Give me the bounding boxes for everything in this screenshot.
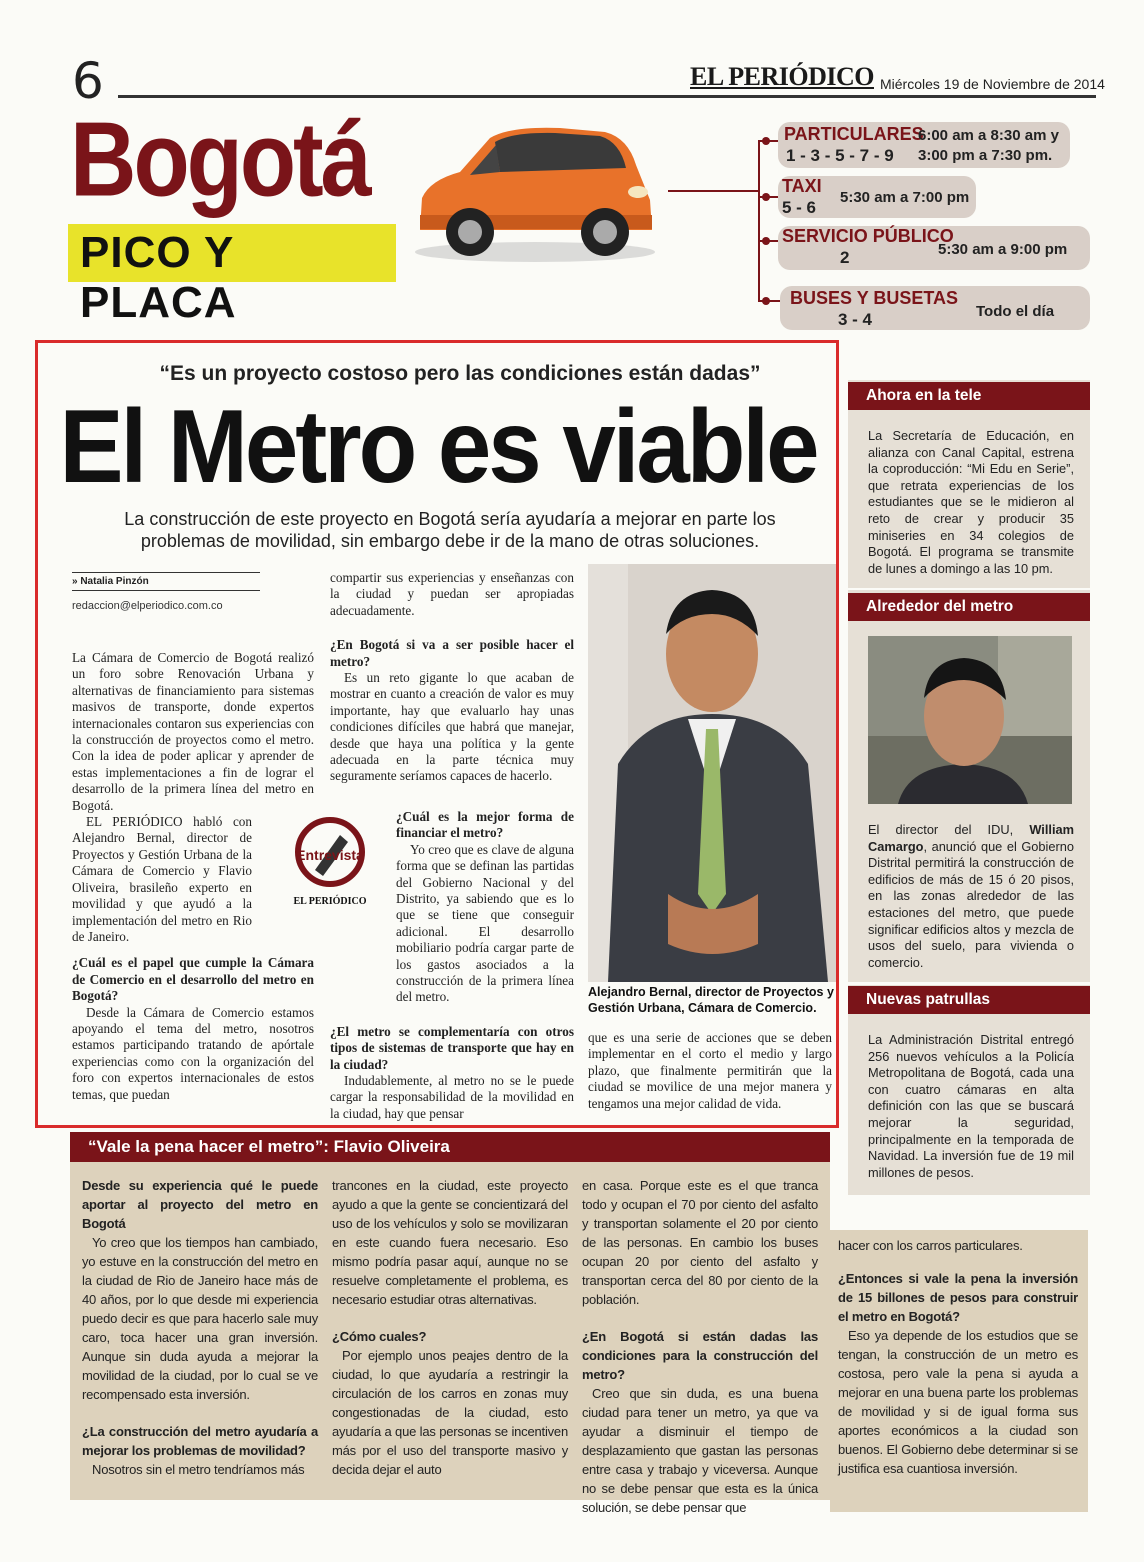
photo-caption: Alejandro Bernal, director de Proyectos y Gestión Urbana, Cámara de Comercio. [588,985,834,1015]
pico-placa-category: SERVICIO PÚBLICO [782,226,954,246]
sidebar-heading-metro: Alrededor del metro [848,593,1090,621]
paragraph: en casa. Porque este es el que tranca todo y ocupan el 70 por ciento del asfalto y transportan solamente el 20 por ciento de las personas. En cambio los buses ocupan 20 por ciento del asfalto y transportan cerca del 80 por ciento de la población. [582,1178,818,1307]
article-headline: El Metro es viable [59,389,817,505]
issue-date: Miércoles 19 de Noviembre de 2014 [880,76,1105,92]
article-deck: La construcción de este proyecto en Bogotá sería ayudaría a mejorar en parte los problemas de movilidad, sin embargo debe ir de la mano de otras soluciones. [124,509,776,551]
portrait-illustration [588,564,836,982]
pico-placa-category: TAXI [782,176,822,196]
page-number: 6 [72,52,104,110]
paragraph: hacer con los carros particulares. [838,1238,1023,1253]
pico-placa-hours: 5:30 am a 9:00 pm [938,241,1068,258]
sidebar-text-name: William Camargo [868,822,1074,854]
bottom-column-2 [332,1176,568,1479]
pico-placa-hours: Todo el día [976,303,1055,320]
pico-placa-digits: 5 - 6 [782,198,817,217]
paragraph: trancones en la ciudad, este proyecto ayudo a que la gente se concientizará del uso de los vehículos y solo se movilizaran en este cuando fuera necesario. Eso mismo podría pasar aquí, aunque no se resuelve completamente el problema, es necesario estudiar otras alternativas. [332,1178,568,1307]
portrait-william-camargo [868,636,1072,804]
paragraph: Yo creo que es clave de alguna forma que se definan las partidas del Gobierno Nacional y del Distrito, ya sabiendo que es lo que se tiene que conseguir adicional. El desarrollo mobiliario podría cargar parte de los gastos asociados a la construcción de la primera línea del metro. [396,841,574,1005]
paragraph: que es una serie de acciones que se deben implementar en el corto el medio y largo plazo, que finalmente permitirán que la ciudad se movilice de una mejor manera y tengamos una mejor calidad de vida. [588,1030,832,1111]
interview-question: ¿En Bogotá si va a ser posible hacer el metro? [330,637,574,669]
logo-word: Entrevista [296,847,364,863]
logo-brand: EL PERIÓDICO [293,896,367,907]
interview-question: ¿Cuál es el papel que cumple la Cámara de Comercio en el desarrollo del metro en Bogotá? [72,955,314,1004]
sidebar-heading-tele: Ahora en la tele [848,382,1090,410]
paragraph: Es un reto gigante lo que acaban de mostrar en cuanto a creación de valor es muy importante, hay que evaluarlo hay unas condiciones difíciles que habrá que manejar, desde que haya una política y la gente adecuada en la parte técnica muy seguramente seríamos capaces de hacerlo. [330,670,574,784]
connector-dot [762,297,770,305]
bottom-column-1 [82,1176,318,1479]
sidebar-text-part: , anunció que el Gobierno Distrital permitirá la construcción de edificios de más de 15 ó 20 pisos, en las zonas alrededor de las estaciones del metro, que puede significar edificios altos y mezcla de usos del suelo, para vivienda o comercio. [868,838,1074,970]
interview-question: ¿El metro se complementaría con otros tipos de sistemas de transporte que hay en la ciudad? [330,1023,574,1072]
portrait-alejandro-bernal [588,564,836,982]
pico-placa-category: PARTICULARES [784,124,924,144]
sidebar-text-patrullas: La Administración Distrital entregó 256 nuevos vehículos a la Policía Metropolitana de Bogotá, cada una con cuatro cámaras en alta definición con las que se buscará mejorar la seguridad, principalmente en la temporada de Navidad. La inversión fue de 19 mil millones de pesos. [868,1032,1074,1180]
paragraph: EL PERIÓDICO habló con Alejandro Bernal, director de Proyectos y Gestión Urbana de la Cámara de Comercio y Flavio Oliveira, brasileño experto en movilidad y que ayudó a la implementación del metro en Rio de Janeiro. [72,814,252,944]
sidebar-text-part: El director del IDU, [868,822,1030,837]
connector-dot [762,137,770,145]
connector-line [758,140,760,302]
bottom-interview-title: “Vale la pena hacer el metro”: Flavio Oliveira [70,1132,830,1162]
connector-dot [762,193,770,201]
author-email: redaccion@elperiodico.com.co [72,600,223,612]
paragraph: Nosotros sin el metro tendríamos más [92,1462,305,1477]
interview-question: Desde su experiencia qué le puede aportar al proyecto del metro en Bogotá [82,1178,318,1231]
interview-question: ¿La construcción del metro ayudaría a mejorar los problemas de movilidad? [82,1424,318,1458]
paragraph: compartir sus experiencias y enseñanzas con la ciudad y puedan ser apropiadas adecuadamente. [330,570,574,618]
pico-placa-banner [68,224,396,327]
paragraph: Eso ya depende de los estudios que se tengan, la construcción de un metro es costosa, pero vale la pena si ayuda a mejorar en una buena parte los problemas de movilidad y si de igual forma sus aportes económicos a la ciudad son buenos. El Gobierno debe determinar si se justifica esa cuantiosa inversión. [838,1328,1078,1476]
interview-question: ¿Cómo cuales? [332,1329,427,1344]
pico-placa-category: BUSES Y BUSETAS [790,288,959,308]
interview-question: ¿Entonces si vale la pena la inversión de 15 billones de pesos para construir el metro en Bogotá? [838,1271,1078,1324]
bottom-column-4 [838,1236,1078,1478]
paragraph: Por ejemplo unos peajes dentro de la ciudad, lo que ayudaría a restringir la circulación de los carros en zonas muy congestionadas de la ciudad, esto ayudaría a que las personas se incentiven más por el uso del transporte masivo y decida dejar el auto [332,1348,568,1477]
pico-placa-hours: 6:00 am a 8:30 am y 3:00 pm a 7:30 pm. [918,127,1059,164]
interview-question: ¿En Bogotá si están dadas las condiciones para la construcción del metro? [582,1329,818,1382]
sidebar-text-metro [868,822,1074,971]
section-title: Bogotá [70,101,369,219]
article-column-2 [330,570,574,1122]
connector-line [668,190,758,192]
paragraph: Desde la Cámara de Comercio estamos apoyando el tema del metro, nosotros estamos participando tratando de apórtale experiencias como con la organización del foro con expertos internacionales de estos temas, que puedan [72,1004,314,1102]
connector-dot [762,237,770,245]
paragraph: Indudablemente, al metro no se le puede cargar la responsabilidad de la movilidad en la ciudad, hay que pensar [330,1072,574,1121]
pico-placa-title: PICO Y PLACA [80,228,237,327]
pico-placa-buses [780,286,1090,330]
car-illustration [400,120,670,270]
byline: » Natalia Pinzón [72,572,260,591]
pico-placa-digits: 3 - 4 [838,310,873,329]
portrait-illustration [868,636,1072,804]
pico-placa-servicio-publico [778,226,1090,270]
pico-placa-hours: 5:30 am a 7:00 pm [840,189,970,206]
masthead: EL PERIÓDICO [690,62,874,91]
sidebar-text-tele: La Secretaría de Educación, en alianza con Canal Capital, estrena la coproducción: “Mi Edu en Serie”, que retrata experiencias de los estudiantes que se le midieron al reto de crear y producir 35 miniseries en 34 colegios de Bogotá. El programa se transmite de lunes a domingo a las 10 pm. [868,428,1074,576]
pico-placa-digits: 1 - 3 - 5 - 7 - 9 [786,146,894,165]
sidebar-heading-patrullas: Nuevas patrullas [848,986,1090,1014]
article-column-1 [72,650,314,1103]
header-rule [118,95,1096,98]
article-column-3 [588,1030,832,1112]
pico-placa-particulares [778,122,1070,168]
pico-placa-taxi [778,176,976,218]
paragraph: Creo que sin duda, es una buena ciudad para tener un metro, ya que va ayudar a disminuir el tiempo de desplazamiento que gastan las personas entre casa y trabajo y viceversa. Aunque no se debe pensar que esta es la única solución, se debe pensar que [582,1386,818,1515]
interview-question: ¿Cuál es la mejor forma de financiar el metro? [396,808,574,841]
bottom-column-3 [582,1176,818,1517]
paragraph: Yo creo que los tiempos han cambiado, yo estuve en la construcción del metro en la ciudad de Rio de Janeiro hace más de 40 años, por lo que desde mi experiencia puedo decir es que para hacerlo sale muy caro, toca hacer una gran inversión. Aunque sin duda ayuda a mejorar la movilidad de la ciudad, por lo cual se ve recompensado esta inversión. [82,1235,318,1402]
article-kicker: “Es un proyecto costoso pero las condiciones están dadas” [159,362,761,385]
pico-placa-digits: 2 [840,248,850,267]
paragraph: La Cámara de Comercio de Bogotá realizó un foro sobre Renovación Urbana y alternativas de financiamiento para sistemas masivos de transporte, donde expertos internacionales contaron sus experiencias con la construcción de proyectos como el metro. Con la idea de poder aplicar y aprender de estas implementaciones a fin de lograr el desarrollo de la primera línea del metro en Bogotá. [72,650,314,813]
